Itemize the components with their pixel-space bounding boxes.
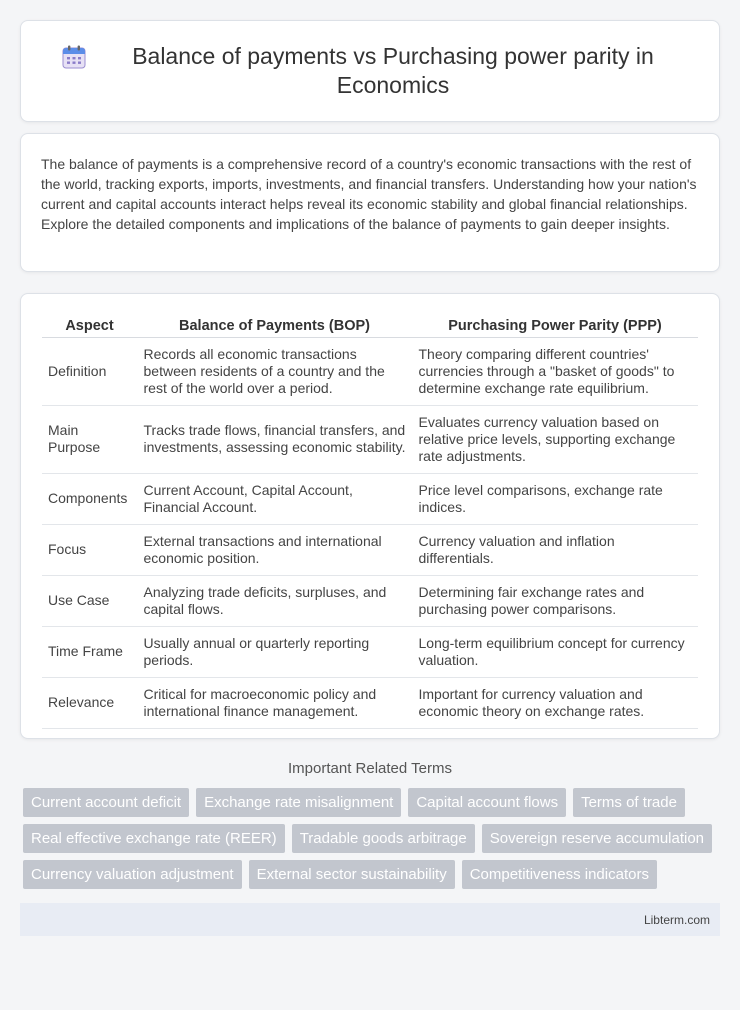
table-row	[42, 626, 698, 677]
ppp-cell: Evaluates currency valuation based on relative price levels, supporting exchange rate adjustments.	[412, 405, 698, 473]
aspect-cell: Components	[42, 473, 137, 524]
related-term-tag[interactable]: Terms of trade	[573, 788, 685, 817]
table-row	[42, 524, 698, 575]
related-terms-section	[20, 760, 720, 896]
related-term-tag[interactable]: Currency valuation adjustment	[23, 860, 242, 889]
bop-cell: Tracks trade flows, financial transfers, and investments, assessing economic stability.	[137, 405, 412, 473]
related-term-tag[interactable]: Capital account flows	[408, 788, 566, 817]
related-term-tag[interactable]: Real effective exchange rate (REER)	[23, 824, 285, 853]
ppp-cell: Long-term equilibrium concept for currency valuation.	[412, 626, 698, 677]
ppp-cell: Important for currency valuation and economic theory on exchange rates.	[412, 677, 698, 728]
bop-cell: Critical for macroeconomic policy and international finance management.	[137, 677, 412, 728]
footer	[20, 903, 720, 936]
ppp-cell: Currency valuation and inflation differentials.	[412, 524, 698, 575]
related-terms-tags	[20, 788, 720, 896]
intro-paragraph: The balance of payments is a comprehensive record of a country's economic transactions with the rest of the world, tracking exports, imports, investments, and financial transfers. Understanding how your nation's current and capital accounts interact helps reveal its economic stability and global financial relationships. Explore the detailed components and implications of the balance of payments to gain deeper insights.	[41, 156, 697, 232]
title-row	[61, 42, 679, 100]
table-row	[42, 405, 698, 473]
bop-cell: Current Account, Capital Account, Financial Account.	[137, 473, 412, 524]
aspect-cell: Use Case	[42, 575, 137, 626]
aspect-cell: Relevance	[42, 677, 137, 728]
intro-card	[20, 133, 720, 272]
related-term-tag[interactable]: Tradable goods arbitrage	[292, 824, 475, 853]
aspect-cell: Definition	[42, 337, 137, 405]
related-terms-title: Important Related Terms	[288, 760, 452, 777]
title-card	[20, 20, 720, 122]
calendar-icon	[61, 44, 87, 70]
related-term-tag[interactable]: External sector sustainability	[249, 860, 455, 889]
table-row	[42, 473, 698, 524]
column-header-aspect: Aspect	[42, 316, 137, 337]
column-header-ppp: Purchasing Power Parity (PPP)	[412, 316, 698, 337]
table-row	[42, 337, 698, 405]
table-row	[42, 677, 698, 728]
bop-cell: Records all economic transactions between residents of a country and the rest of the world over a period.	[137, 337, 412, 405]
related-term-tag[interactable]: Exchange rate misalignment	[196, 788, 401, 817]
ppp-cell: Price level comparisons, exchange rate indices.	[412, 473, 698, 524]
ppp-cell: Determining fair exchange rates and purchasing power comparisons.	[412, 575, 698, 626]
aspect-cell: Main Purpose	[42, 405, 137, 473]
ppp-cell: Theory comparing different countries' currencies through a "basket of goods" to determine exchange rate equilibrium.	[412, 337, 698, 405]
page-title: Balance of payments vs Purchasing power parity in Economics	[132, 43, 654, 98]
bop-cell: Usually annual or quarterly reporting periods.	[137, 626, 412, 677]
footer-site-link[interactable]: Libterm.com	[643, 912, 710, 927]
aspect-cell: Focus	[42, 524, 137, 575]
comparison-table	[42, 316, 698, 729]
column-header-bop: Balance of Payments (BOP)	[137, 316, 412, 337]
aspect-cell: Time Frame	[42, 626, 137, 677]
table-header-row	[42, 316, 698, 337]
bop-cell: Analyzing trade deficits, surpluses, and capital flows.	[137, 575, 412, 626]
comparison-card	[20, 293, 720, 739]
table-row	[42, 575, 698, 626]
related-term-tag[interactable]: Current account deficit	[23, 788, 189, 817]
bop-cell: External transactions and international economic position.	[137, 524, 412, 575]
related-term-tag[interactable]: Sovereign reserve accumulation	[482, 824, 712, 853]
related-term-tag[interactable]: Competitiveness indicators	[462, 860, 657, 889]
